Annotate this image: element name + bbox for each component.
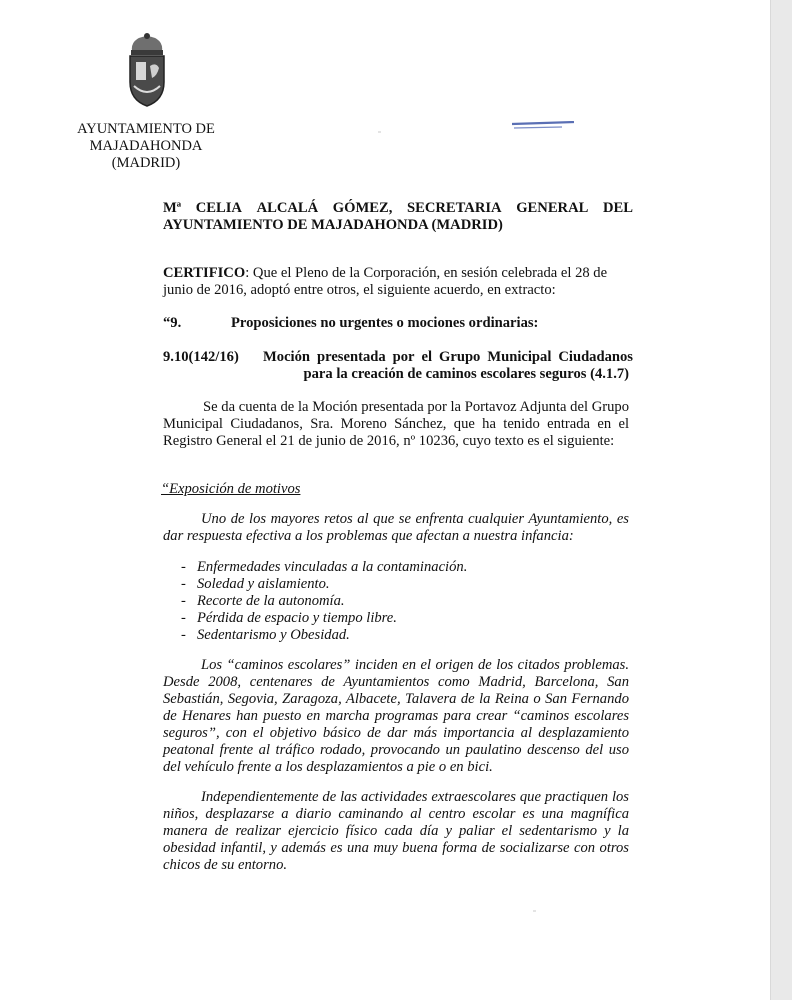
list-item: - Enfermedades vinculadas a la contaminación.: [181, 559, 467, 576]
coat-of-arms-icon: [120, 32, 174, 110]
mocion-word: Moción: [263, 349, 311, 365]
paragraph-retos: Uno de los mayores retos al que se enfrenta cualquier Ayuntamiento, es dar respuesta efectiva a los problemas que afectan a nuestra infancia:: [163, 511, 629, 544]
mocion-word: el: [421, 349, 433, 365]
title-word: ALCALÁ: [256, 200, 319, 216]
motion-title-line-2: para la creación de caminos escolares seguros (4.1.7): [303, 366, 629, 382]
page-right-edge: [770, 0, 792, 1000]
title-word: SECRETARIA: [406, 200, 502, 216]
mocion-word: Municipal: [487, 349, 552, 365]
scan-speck: [378, 131, 381, 133]
title-word: CELIA: [195, 200, 242, 216]
motion-intro-paragraph: Se da cuenta de la Moción presentada por la Portavoz Adjunta del Grupo Municipal Ciudadanos, Sra. Moreno Sánchez, que ha tenido entrada en el Registro General el 21 de junio de 2016, nº 10236, cuyo texto es el siguiente:: [163, 399, 629, 449]
list-item: - Pérdida de espacio y tiempo libre.: [181, 610, 467, 627]
section-title: Proposiciones no urgentes o mociones ordinarias:: [231, 315, 539, 331]
header-line-3: (MADRID): [111, 155, 181, 171]
mocion-word: Grupo: [439, 349, 481, 365]
list-item: - Recorte de la autonomía.: [181, 593, 467, 610]
title-line-2: AYUNTAMIENTO DE MAJADAHONDA (MADRID): [163, 217, 503, 233]
title-word: GENERAL: [516, 200, 589, 216]
municipality-header: [66, 121, 226, 172]
problems-list: [181, 559, 467, 644]
certifico-text: : Que el Pleno de la Corporación, en sesión celebrada el 28 de junio de 2016, adoptó entre otros, el siguiente acuerdo, en extracto:: [163, 265, 608, 298]
certifico-paragraph: [163, 265, 633, 299]
mocion-word: presentada: [317, 349, 386, 365]
motion-title-line-1: [263, 349, 633, 366]
mocion-word: por: [392, 349, 415, 365]
blue-stamp-mark: [512, 121, 576, 131]
header-line-2: MAJADAHONDA: [89, 138, 203, 154]
title-word: DEL: [602, 200, 633, 216]
title-word: Mª: [163, 200, 182, 216]
exposicion-heading: “Exposición de motivos: [161, 481, 301, 497]
section-number: “9.: [163, 315, 182, 331]
title-word: GÓMEZ,: [332, 200, 393, 216]
title-line-1: [163, 200, 633, 217]
document-title: [163, 200, 633, 234]
certifico-label: CERTIFICO: [163, 265, 246, 281]
list-item: - Sedentarismo y Obesidad.: [181, 627, 467, 644]
motion-number: 9.10(142/16): [163, 349, 239, 365]
scan-speck: [533, 910, 536, 912]
section-heading: [163, 315, 633, 332]
paragraph-actividades: Independientemente de las actividades extraescolares que practiquen los niños, desplazarse a diario caminando al centro escolar es una magnífica manera de realizar ejercicio físico cada día y paliar el sedentarismo y la obesidad infantil, y además es una muy buena forma de socializarse con otros chicos de su entorno.: [163, 789, 629, 873]
paragraph-caminos-escolares: Los “caminos escolares” inciden en el origen de los citados problemas. Desde 2008, centenares de Ayuntamientos como Madrid, Barcelona, San Sebastián, Segovia, Zaragoza, Albacete, Talavera de la Reina o San Fernando de Henares han puesto en marcha programas para crear “caminos escolares seguros”, con el objetivo básico de dar más importancia al desplazamiento peatonal frente al tráfico rodado, provocando un paulatino descenso del uso del vehículo frente a los desplazamientos a pie o en bici.: [163, 657, 629, 775]
header-line-1: AYUNTAMIENTO DE: [77, 121, 215, 137]
list-item: - Soledad y aislamiento.: [181, 576, 467, 593]
mocion-word: Ciudadanos: [558, 349, 633, 365]
